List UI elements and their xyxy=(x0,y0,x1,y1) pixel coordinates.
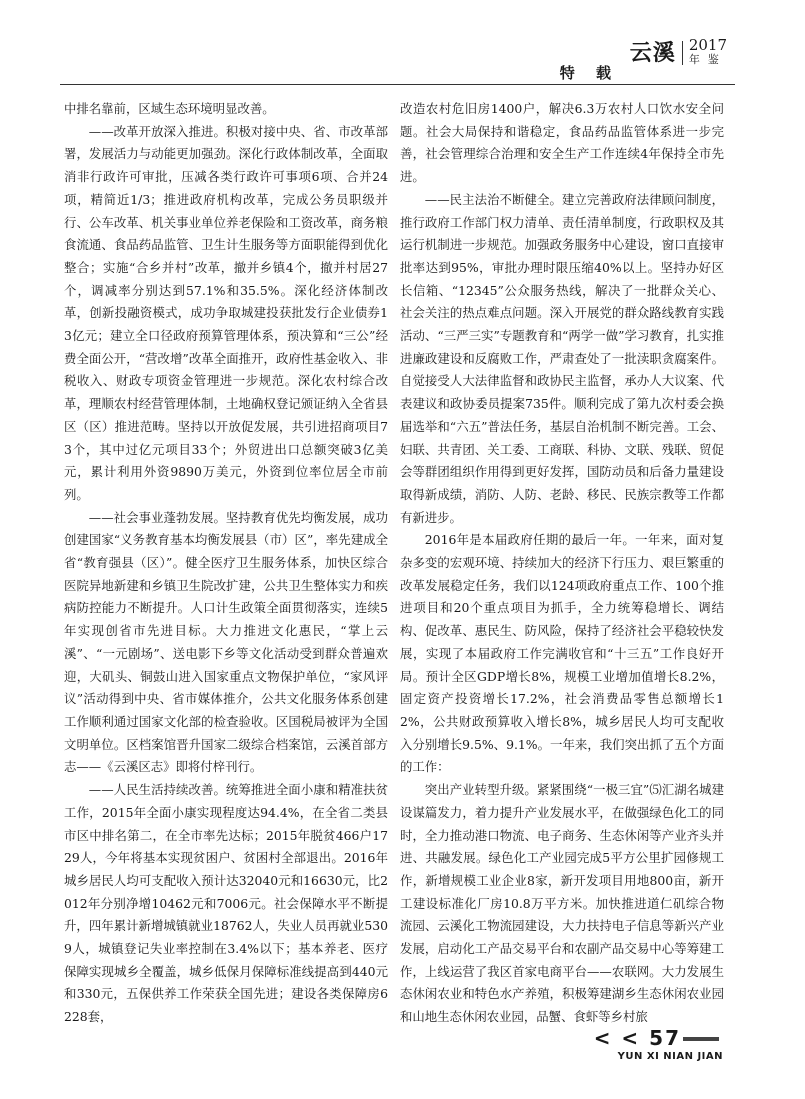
yearbook-edition xyxy=(689,38,727,65)
yearbook-masthead xyxy=(630,38,727,65)
paragraph-livelihood: ——人民生活持续改善。统筹推进全面小康和精准扶贫工作，2015年全面小康实现程度达94.4%，在全省二类县市区中排名第二，在全市率先达标；2015年脱贫466户1729人，今年将基本实现贫困户、贫困村全部退出。2016年城乡居民人均可支配收入预计达32040元和16630元，比2012年分别净增10462元和7006元。社会保障水平不断提升，四年累计新增城镇就业18762人，失业人员再就业5309人，城镇登记失业率控制在3.4%以下；基本养老、医疗保障实现城乡全覆盖，城乡低保月保障标准线提高到440元和330元，五保供养工作荣获全国先进；建设各类保障房6228套， xyxy=(64,782,388,1025)
paragraph-reform: ——改革开放深入推进。积极对接中央、省、市改革部署，发展活力与动能更加强劲。深化行政体制改革，全面取消非行政许可审批，压减各类行政许可事项6项、合并24项，精简近1/3；推进政府机构改革，完成公务员职级并行、公车改革、机关事业单位养老保险和工资改革，商务粮食流通、食品药品监管、卫生计生服务等方面职能得到优化整合；实施“合乡并村”改革，撤并乡镇4个，撤并村居27个，调减率分别达到57.1%和35.5%。深化经济体制改革，创新投融资模式，成功争取城建投获批发行企业债券13亿元；建立全口径政府预算管理体系，预决算和“三公”经费全面公开，“营改增”改革全面推开，政府性基金收入、非税收入、财政专项资金管理进一步规范。深化农村综合改革，理顺农村经营管理体制，土地确权登记颁证纳入全省县区（区）推进范畴。坚持以开放促发展，共引进招商项目73个，其中过亿元项目33个；外贸进出口总额突破3亿美元，累计利用外资9890万美元，外资到位率位居全市前列。 xyxy=(64,123,388,502)
footer-brand: YUN XI NIAN JIAN xyxy=(617,1051,723,1062)
yearbook-title: 云溪 xyxy=(630,41,683,65)
page-header xyxy=(0,0,805,96)
header-divider xyxy=(60,84,735,85)
paragraph: 中排名靠前，区域生态环境明显改善。 xyxy=(64,101,275,116)
yearbook-year: 2017 xyxy=(688,36,727,54)
page-footer xyxy=(565,1026,725,1086)
page-arrows: < < xyxy=(593,1026,650,1050)
yearbook-label: 年鉴 xyxy=(688,52,727,66)
paragraph-social: ——社会事业蓬勃发展。坚持教育优先均衡发展，成功创建国家“义务教育基本均衡发展县（市）区”，率先建成全省“教育强县（区）”。健全医疗卫生服务体系，加快区综合医院异地新建和乡镇卫生院改扩建，公共卫生整体实力和疾病防控能力不断提升。人口计生政策全面贯彻落实，连续5年实现创省市先进目标。大力推进文化惠民，“掌上云溪”、“一元剧场”、送电影下乡等文化活动受到群众普遍欢迎，大矶头、铜鼓山进入国家重点文物保护单位，“家风评议”活动得到中央、省市媒体推介，公共文化服务体系创建工作顺利通过国家文化部的检查验收。区国税局被评为全国文明单位。区档案馆晋升国家二级综合档案馆，云溪首部方志——《云溪区志》即将付梓刊行。 xyxy=(64,509,388,775)
section-label: 特 载 xyxy=(559,64,619,82)
paragraph-summary: 2016年是本届政府任期的最后一年。一年来，面对复杂多变的宏观环境、持续加大的经济下行压力、艰巨繁重的改革发展稳定任务，我们以124项政府重点工作、100个推进项目和20个重点项目为抓手，全力统筹稳增长、调结构、促改革、惠民生、防风险，保持了经济社会平稳较快发展，实现了本届政府工作完满收官和“十三五”工作良好开局。预计全区GDP增长8%，规模工业增加值增长8.2%，固定资产投资增长17.2%，社会消费品零售总额增长12%，公共财政预算收入增长8%，城乡居民人均可支配收入分别增长9.5%、9.1%。一年来，我们突出抓了五个方面的工作： xyxy=(400,532,724,775)
paragraph-democracy: ——民主法治不断健全。建立完善政府法律顾问制度，推行政府工作部门权力清单、责任清单制度，行政职权及其运行机制进一步规范。加强政务服务中心建设，窗口直接审批率达到95%，审批办理时限压缩40%以上。坚持办好区长信箱、“12345”公众服务热线，解决了一批群众关心、社会关注的热点难点问题。深入开展党的群众路线教育实践活动、“三严三实”专题教育和“两学一做”学习教育，扎实推进廉政建设和反腐败工作，严肃查处了一批渎职贪腐案件。自觉接受人大法律监督和政协民主监督，承办人大议案、代表建议和政协委员提案735件。顺利完成了第九次村委会换届选举和“六五”普法任务，基层自治机制不断完善。工会、妇联、共青团、关工委、工商联、科协、文联、残联、贸促会等群团组织作用得到更好发挥，国防动员和后备力量建设取得新成绩，消防、人防、老龄、移民、民族宗教等工作都有新进步。 xyxy=(400,191,724,525)
right-column xyxy=(400,98,724,1028)
left-column xyxy=(64,98,388,1028)
paragraph: 改造农村危旧房1400户，解决6.3万农村人口饮水安全问题。社会大局保持和谐稳定，食品药品监管体系进一步完善，社会管理综合治理和安全生产工作连续4年保持全市先进。 xyxy=(400,101,724,185)
page-number: 57 xyxy=(649,1026,681,1050)
footer-bar xyxy=(683,1037,719,1041)
page-number-block xyxy=(594,1026,681,1050)
article-body xyxy=(64,98,724,1028)
paragraph-industry: 突出产业转型升级。紧紧围绕“一极三宜”⑸汇湖名城建设谋篇发力，着力提升产业发展水平，在做强绿色化工的同时，全力推动港口物流、电子商务、生态休闲等产业齐头并进、共融发展。绿色化工产业园完成5平方公里扩园修规工作，新增规模工业企业8家，新开发项目用地800亩，新开工建设标准化厂房10.8万平方米。加快推进道仁矶综合物流园、云溪化工物流园建设，大力扶持电子信息等新兴产业发展，启动化工产品交易平台和农副产品交易中心等筹建工作，上线运营了我区首家电商平台——农联网。大力发展生态休闲农业和特色水产养殖，积极筹建湖乡生态休闲农业园和山地生态休闲农业园，品蟹、食虾等乡村旅 xyxy=(400,782,724,1025)
